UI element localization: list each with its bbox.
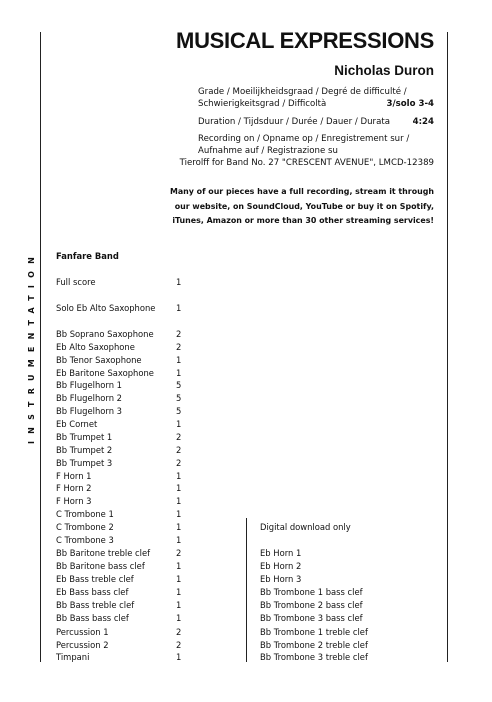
digital-item: Bb Trombone 1 treble clef [260, 627, 368, 637]
instrument-name: Bb Flugelhorn 2 [56, 393, 122, 403]
instrument-row [56, 444, 196, 456]
instrument-row [56, 586, 196, 598]
promo-line-3: iTunes, Amazon or more than 30 other streaming services! [172, 216, 434, 225]
streaming-promo [134, 185, 434, 229]
instrument-name: Bb Tenor Saxophone [56, 355, 142, 365]
instrument-row [56, 354, 196, 366]
instrument-name: Bb Baritone bass clef [56, 561, 145, 571]
instrument-row [56, 470, 196, 482]
instrument-quantity: 2 [176, 640, 182, 650]
instrument-quantity: 5 [176, 393, 182, 403]
instrument-row [56, 328, 196, 340]
instrument-name: Bb Bass bass clef [56, 613, 129, 623]
instrument-name: Bb Flugelhorn 3 [56, 406, 122, 416]
instrument-row [56, 341, 196, 353]
instrument-name: C Trombone 3 [56, 535, 114, 545]
promo-line-1: Many of our pieces have a full recording, stream it through [169, 187, 434, 196]
instrument-quantity: 1 [176, 483, 182, 493]
instrument-quantity: 1 [176, 535, 182, 545]
instrument-name: C Trombone 2 [56, 522, 114, 532]
instrument-name: Full score [56, 277, 96, 287]
composer-name: Nicholas Duron [334, 63, 434, 78]
instrument-quantity: 2 [176, 445, 182, 455]
instrument-row [56, 508, 196, 520]
instrument-row [56, 457, 196, 469]
instrument-row [56, 626, 196, 638]
instrument-row [56, 547, 196, 559]
instrument-row [56, 639, 196, 651]
instrument-row [56, 392, 196, 404]
promo-line-2: our website, on SoundCloud, YouTube or buy it on Spotify, [174, 201, 434, 211]
instrument-quantity: 2 [176, 432, 182, 442]
instrument-name: Bb Trumpet 3 [56, 458, 113, 468]
instrument-name: Bb Baritone treble clef [56, 548, 151, 558]
instrument-name: F Horn 3 [56, 496, 92, 506]
instrument-row [56, 560, 196, 572]
instrument-row [56, 612, 196, 624]
instrument-row [56, 431, 196, 443]
instrument-quantity: 1 [176, 509, 182, 519]
instrument-quantity: 1 [176, 587, 182, 597]
digital-item: Eb Horn 2 [260, 561, 302, 571]
instrument-quantity: 1 [176, 652, 182, 662]
grade-label-line-2: Schwierigkeitsgrad / Difficoltà [198, 99, 327, 109]
digital-item: Bb Trombone 1 bass clef [260, 587, 363, 597]
grade-label-line-1: Grade / Moeilijkheidsgraad / Degré de difficulté / [198, 87, 407, 97]
instrument-row [56, 367, 196, 379]
instrumentation-side-label: INSTRUMENTATION [27, 249, 36, 444]
recording-line-1: Recording on / Opname op / Enregistrement sur / [198, 134, 410, 144]
instrument-name: Eb Bass treble clef [56, 574, 134, 584]
right-divider [447, 32, 448, 662]
instrument-name: Solo Eb Alto Saxophone [56, 303, 156, 313]
instrument-quantity: 1 [176, 419, 182, 429]
instrument-name: Bb Trumpet 1 [56, 432, 113, 442]
instrument-quantity: 2 [176, 458, 182, 468]
instrument-quantity: 1 [176, 522, 182, 532]
instrument-name: Eb Cornet [56, 419, 98, 429]
instrument-quantity: 1 [176, 303, 182, 313]
instrument-quantity: 1 [176, 355, 182, 365]
instrument-quantity: 2 [176, 548, 182, 558]
recording-line-2: Aufnahme auf / Registrazione su [198, 146, 338, 156]
instrument-quantity: 1 [176, 471, 182, 481]
instrument-quantity: 1 [176, 277, 182, 287]
duration-value: 4:24 [412, 117, 434, 127]
instrument-row [56, 521, 196, 533]
instrument-quantity: 1 [176, 600, 182, 610]
duration-label: Duration / Tijdsduur / Durée / Dauer / Durata [198, 117, 390, 127]
instrument-name: Timpani [56, 652, 90, 662]
instrument-name: C Trombone 1 [56, 509, 114, 519]
grade-value: 3/solo 3-4 [386, 99, 434, 109]
recording-line-3: Tierolff for Band No. 27 "CRESCENT AVENUE", LMCD-12389 [179, 158, 434, 168]
digital-item: Bb Trombone 3 treble clef [260, 652, 368, 662]
instrument-quantity: 5 [176, 406, 182, 416]
instrument-name: Percussion 1 [56, 627, 109, 637]
instrument-name: Percussion 2 [56, 640, 109, 650]
instrument-row [56, 495, 196, 507]
instrument-quantity: 2 [176, 627, 182, 637]
instrument-quantity: 2 [176, 342, 182, 352]
instrument-row [56, 534, 196, 546]
instrument-row [56, 405, 196, 417]
instrument-row [56, 302, 196, 314]
instrument-name: Bb Bass treble clef [56, 600, 135, 610]
instrument-name: Bb Soprano Saxophone [56, 329, 154, 339]
digital-download-title: Digital download only [260, 522, 351, 532]
instrument-row [56, 418, 196, 430]
digital-item: Bb Trombone 3 bass clef [260, 613, 363, 623]
column-divider [246, 518, 247, 662]
instrument-quantity: 5 [176, 380, 182, 390]
instrument-quantity: 1 [176, 613, 182, 623]
page-title: MUSICAL EXPRESSIONS [176, 28, 434, 53]
digital-item: Eb Horn 1 [260, 548, 302, 558]
instrument-row [56, 599, 196, 611]
instrument-quantity: 1 [176, 561, 182, 571]
instrument-name: Eb Baritone Saxophone [56, 368, 154, 378]
instrument-name: F Horn 2 [56, 483, 92, 493]
digital-item: Bb Trombone 2 bass clef [260, 600, 363, 610]
instrument-row [56, 379, 196, 391]
instrument-name: Eb Bass bass clef [56, 587, 129, 597]
left-divider [40, 32, 41, 662]
instrument-row [56, 651, 196, 663]
instrument-quantity: 2 [176, 329, 182, 339]
digital-item: Bb Trombone 2 treble clef [260, 640, 368, 650]
instrument-name: Bb Trumpet 2 [56, 445, 113, 455]
instrument-name: F Horn 1 [56, 471, 92, 481]
instrument-quantity: 1 [176, 368, 182, 378]
instrument-quantity: 1 [176, 496, 182, 506]
digital-item: Eb Horn 3 [260, 574, 302, 584]
instrument-name: Bb Flugelhorn 1 [56, 380, 122, 390]
section-title: Fanfare Band [56, 251, 119, 261]
instrument-quantity: 1 [176, 574, 182, 584]
instrument-row [56, 276, 196, 288]
instrument-row [56, 482, 196, 494]
instrument-name: Eb Alto Saxophone [56, 342, 135, 352]
instrument-row [56, 573, 196, 585]
